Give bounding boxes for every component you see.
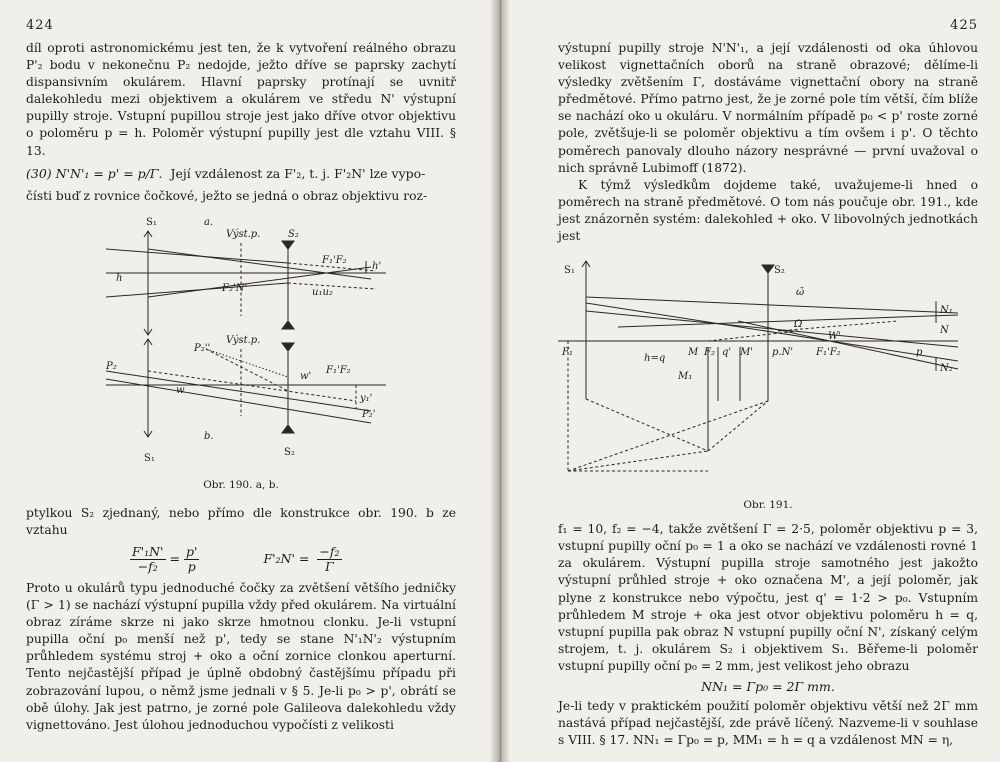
right-paragraph-1: výstupní pupilly stroje N'N'₁, a její vzdálenosti od oka úhlovou velikost vignettačních oborů na straně obrazové; dělíme-li výsledky zvětšením Γ, dostáváme vignettační obory na straně předmětové. Přímo patrno jest, že je zorné pole tím větší, čím blíže se nachází oko u okuláru. V normálním případě p₀ < p' roste zorné pole, zvětšuje-li se poloměr objektivu a tím ovšem i p'. O těchto poměrech panovaly dlouho názory nesprávné — první uvažoval o nich správně Lubimoff (1872). <box>558 41 978 175</box>
fig190-label-a: a. <box>204 216 214 228</box>
left-paragraph-4: Proto u okulárů typu jednoduché čočky za zvětšení většího jedničky (Γ > 1) se nachází výstupní pupilla vždy před okulárem. Na virtuální obraz zíráme skrze ni jako skrze hmotnou clonku. Je-li vstupní pupilla oční p₀ menší než p', tedy se stane N'₁N'₂ výstupním průhledem systému stroj + oko a oční zornice clonkou aperturní. Tento nejčastější případ je úplně obdobný častějšímu případu při zobrazování lupou, o němž jsme jednali v § 5. Je-li p₀ > p', obrátí se obě úlohy. Jak jest patrno, je zorné pole Galileova dalekohledu vždy vignettováno. Jest úlohou jednoduchou vypočísti z velikosti <box>26 580 456 732</box>
fig190-lens-s2-a-mark-bottom <box>282 321 294 329</box>
fig190-label-u1u2: u₁u₂ <box>312 286 333 298</box>
fig190-label-y1: y₁' <box>360 392 373 404</box>
equation-30-text: (30) N'N'₁ = p' = p/Γ. <box>26 165 163 181</box>
fig190-label-p2: P₂ <box>106 360 117 372</box>
fig191-label-hq: h=q <box>644 353 666 365</box>
left-paragraph-2: čísti buď z rovnice čočkové, ježto se jedná o obraz objektivu roz- <box>26 188 428 203</box>
fig191-ray-4 <box>586 311 958 347</box>
left-paragraph-1: díl oproti astronomickému jest ten, že k vytvoření reálného obrazu P'₂ bodu v nekonečnu P₂ nedojde, ježto dříve se paprsky zachytí dispansivním okulárem. Hlavní paprsky protínají se uvnitř dalekohledu mezi objektivem a okulárem ve středu N' výstupní pupilly stroje. Vstupní pupillou stroje jest jako dříve otvor objektivu o poloměru p = h. Poloměr výstupní pupilly jest dle vztahu VIII. § 13. <box>26 41 456 158</box>
fig191-label-pn: p.N' <box>772 347 794 359</box>
fig191-label-m: M <box>688 347 699 359</box>
fig190-label-h: h <box>116 272 123 284</box>
eq1-rhs-num: p' <box>185 543 198 559</box>
fig191-label-n: N <box>940 325 949 337</box>
fig191-label-f2: F₂ <box>704 347 715 359</box>
fig191-label-n1: N₁ <box>940 305 953 317</box>
fig191-label-m1: M₁ <box>678 371 693 383</box>
equation-30-tail: Její vzdálenost za F'₂, t. j. F'₂N' lze vypo- <box>170 165 426 181</box>
right-paragraph-2: K týmž výsledkům dojdeme také, uvažujeme-li hned o poměrech na straně předmětové. O tom nás poučuje obr. 191., kde jest znázorněn systém: dalekohled + oko. V libovolných jednotkách jest <box>558 177 978 244</box>
left-equations <box>26 545 456 574</box>
fig191-lens-s2-mark <box>762 265 774 273</box>
fig191-label-omega-bar: ω̄ <box>796 287 805 299</box>
fig190-label-s2-top: S₂ <box>288 228 299 240</box>
page-number-left: 424 <box>26 18 54 33</box>
fig190-label-f2n: F₂'N' <box>222 282 248 294</box>
fig191-label-n2: N₂ <box>940 363 953 375</box>
fig190-label-s1-top: S₁ <box>146 216 157 228</box>
fig191-label-f1f2: F₁'F₂ <box>816 347 841 359</box>
right-paragraph-3: f₁ = 10, f₂ = −4, takže zvětšení Γ = 2·5, poloměr objektivu p = 3, vstupní pupilly oční p₀ = 1 a oko se nachází ve vzdálenosti rovné 1 za okulárem. Výstupní pupilla stroje samotného jest jakožto výstupní průhled stroje + oko označena M', a její poloměr, jak plyne z konstrukce nebo výpočtu, jest q' = 1·2 > p₀. Vstupním průhledem M stroje + oka jest otvor objektivu poloměru h = q, vstupní pupilla pak obraz N vstupní pupilly oční N', získaný celým strojem, t. j. okulárem S₂ i objektivem S₁. Běřeme-li poloměr vstupní pupilly oční p₀ = 2 mm, jest velikost jeho obrazu <box>558 522 978 673</box>
fig190-label-s2-bottom: S₂ <box>284 446 295 458</box>
figure-191-caption: Obr. 191. <box>743 499 793 512</box>
right-page <box>498 0 1000 762</box>
fig190-ray-b2 <box>106 379 371 423</box>
fig190-lens-s2-b-mark-top <box>282 343 294 351</box>
right-paragraph-4: Je-li tedy v praktickém použití poloměr objektivu větší než 2Γ mm nastává případ nejčastější, zde právě líčený. Nazveme-li v souhlase s VIII. § 17. NN₁ = Γp₀ = p, MM₁ = h = q a vzdálenost MN = η, <box>558 698 978 748</box>
fig190-label-p2p: P₂' <box>362 408 376 420</box>
fig190-lens-s2-a-mark-top <box>282 241 294 249</box>
fig191-label-f1: F₁ <box>562 347 573 359</box>
fig191-label-p: p <box>916 347 923 359</box>
figure-191 <box>558 251 978 511</box>
fig190-label-w: w <box>176 384 185 396</box>
eq2-den: Γ <box>325 558 334 574</box>
eq2-num: −f₂ <box>319 543 340 559</box>
fig190-label-wp: w' <box>300 370 312 382</box>
fig191-lower-2 <box>568 401 768 471</box>
fig191-lower-3 <box>708 401 768 451</box>
fig191-ray-1 <box>586 297 958 313</box>
figure-190 <box>26 211 456 491</box>
fig191-ray-3 <box>618 315 958 327</box>
book-gutter <box>491 0 509 762</box>
fig190-ray-a4 <box>148 267 371 297</box>
eq2-lhs: F'₂N' = <box>263 550 310 566</box>
fig191-ray-7 <box>708 331 798 341</box>
eq1-rhs-den: p <box>187 558 196 574</box>
left-equation-2 <box>263 545 345 574</box>
fig190-label-vystp-top: Výst.p. <box>226 228 261 240</box>
fig191-label-omega: Ω <box>794 319 803 331</box>
fig190-ray-b5 <box>206 349 288 377</box>
fig191-label-mp: M' <box>740 347 753 359</box>
equation-30 <box>26 164 456 184</box>
fig191-label-q: q' <box>722 347 732 359</box>
left-page <box>0 0 498 762</box>
left-paragraph-3: ptylkou S₂ zjednaný, nebo přímo dle konstrukce obr. 190. b ze vztahu <box>26 505 456 537</box>
figure-191-diagram <box>558 251 978 493</box>
fig190-label-s1-bottom: S₁ <box>144 452 155 464</box>
figure-190-caption: Obr. 190. a, b. <box>203 478 279 491</box>
fig190-label-b: b. <box>204 430 214 442</box>
fig190-label-f1f2-bottom: F₁'F₂ <box>326 364 351 376</box>
fig190-ray-b1 <box>106 371 371 411</box>
fig191-lower-1 <box>568 451 708 471</box>
left-equation-1: $\frac{\text{F'₁N'}}{\text{−f₂}}$ = $\frac{p'}{p}$ <box>132 543 198 574</box>
page-number-right: 425 <box>950 18 978 33</box>
figure-190-diagram <box>26 211 456 473</box>
eq1-den: −f₂ <box>137 558 158 574</box>
fig191-label-s1: S₁ <box>564 265 575 277</box>
fig191-label-w: W' <box>828 331 842 343</box>
fig190-label-vystp-bottom: Výst.p. <box>226 334 261 346</box>
fig191-ray-5 <box>738 321 958 369</box>
fig191-label-s2: S₂ <box>774 265 785 277</box>
eq1-num: F'₁N' <box>132 543 164 559</box>
fig190-label-f1f2-top: F₁'F₂ <box>322 254 347 266</box>
fig190-label-hprime: h' <box>372 260 382 272</box>
right-equation: NN₁ = Γp₀ = 2Γ mm. <box>701 678 835 694</box>
fig190-lens-s2-b-mark-bottom <box>282 425 294 433</box>
fig190-label-p2pp: P₂'' <box>194 342 211 354</box>
